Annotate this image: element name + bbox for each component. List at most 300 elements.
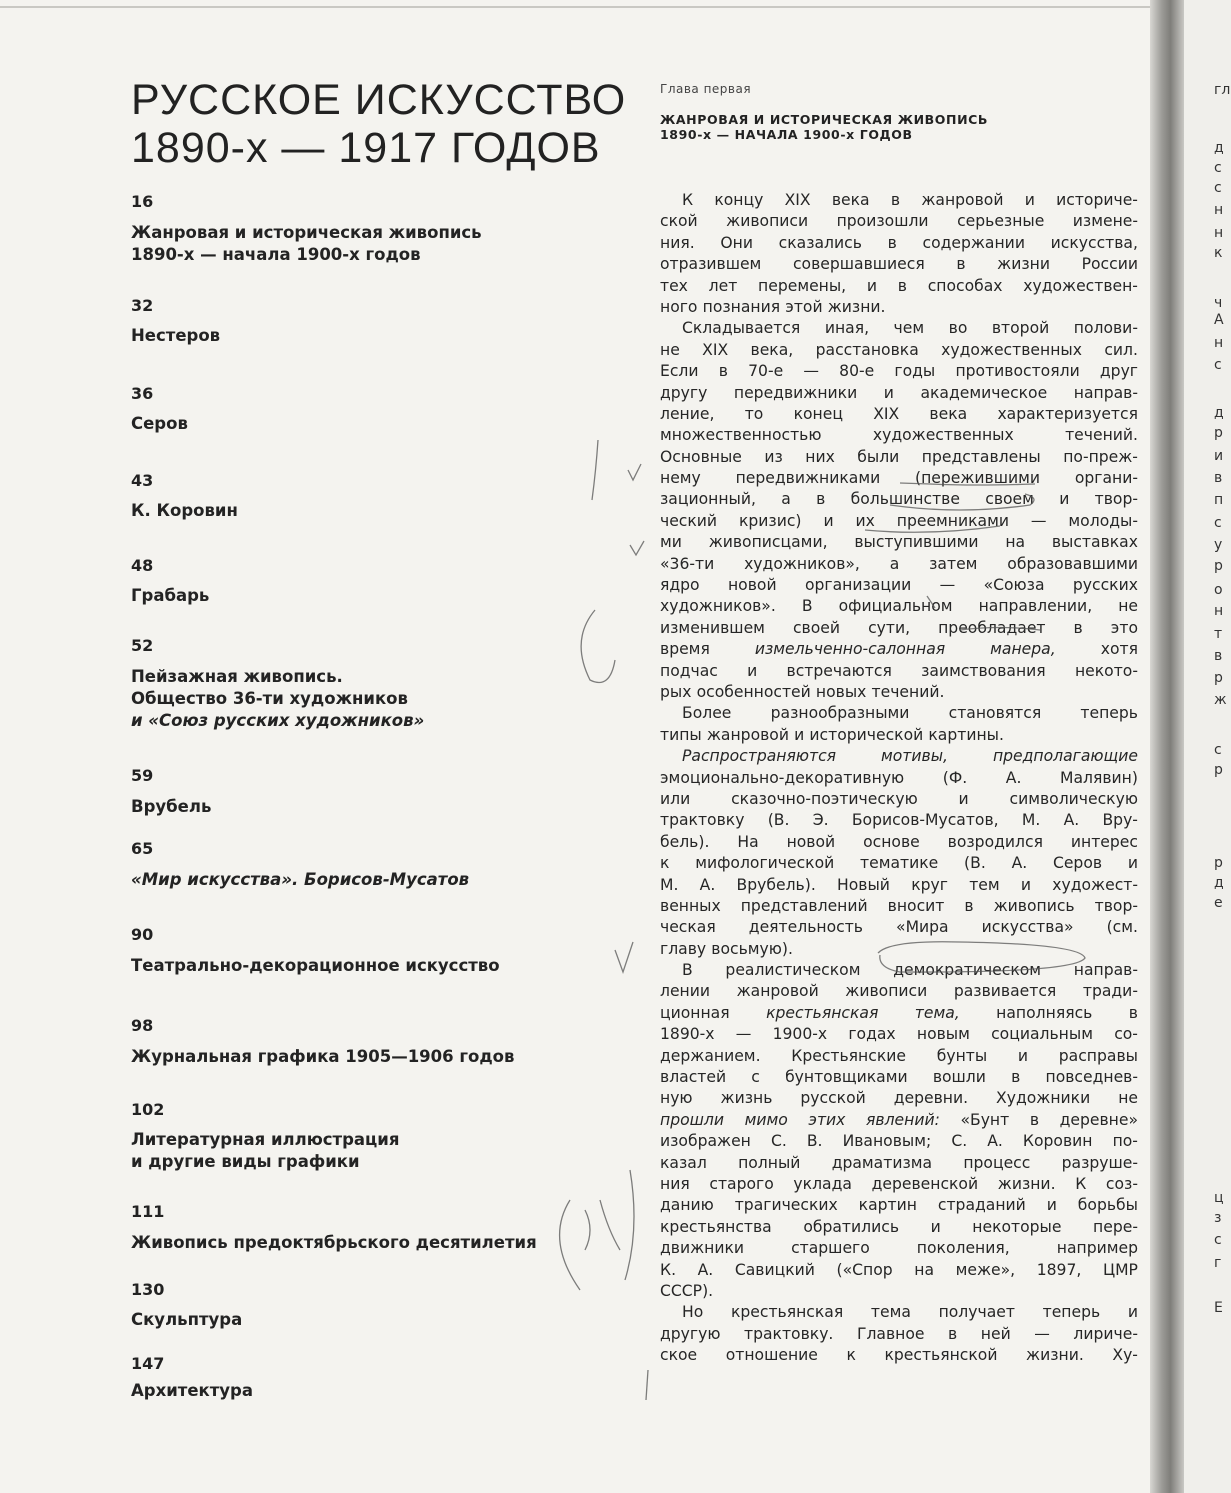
body-word: их <box>855 511 875 530</box>
body-word: становятся <box>948 704 1042 723</box>
toc-entry-title: Грабарь <box>131 586 210 605</box>
body-word: исторической <box>809 725 924 744</box>
body-word: Малявин) <box>1060 768 1138 787</box>
body-word: пере- <box>1093 1217 1138 1236</box>
body-word: XIX <box>784 191 811 209</box>
body-word: по-преж- <box>1063 447 1138 466</box>
body-word: крестьянской <box>884 1346 998 1365</box>
body-word: ми <box>660 533 682 552</box>
body-word: полови- <box>1073 319 1138 338</box>
body-word: ской <box>660 212 698 231</box>
body-word: живописи <box>726 212 809 231</box>
toc-page-number: 36 <box>131 384 154 403</box>
body-word: отразившем <box>660 255 762 274</box>
body-word: социальным <box>991 1025 1093 1044</box>
body-word: С. <box>770 1132 787 1151</box>
body-word: художников», <box>744 554 860 573</box>
body-word: круг <box>911 875 948 894</box>
body-word: твор- <box>1094 896 1138 915</box>
next-page-letter-fragment: у <box>1214 537 1223 553</box>
body-word: или <box>660 789 691 808</box>
title-line-1: РУССКОЕ ИСКУССТВО <box>131 76 627 124</box>
underline-mark <box>900 483 1035 485</box>
margin-handwriting <box>600 1200 620 1250</box>
circled-text-mark <box>890 494 1034 510</box>
next-page-letter-fragment: е <box>1214 895 1223 911</box>
body-word: — <box>735 1025 752 1044</box>
body-word: в <box>1073 618 1083 637</box>
body-word: XIX <box>873 404 900 423</box>
body-word: и <box>1024 191 1035 209</box>
body-word: и <box>823 511 834 530</box>
body-word: к <box>846 1346 856 1365</box>
body-word: реалистическом <box>725 961 861 980</box>
body-word: — <box>1030 511 1047 530</box>
margin-pencil-mark <box>625 1170 634 1280</box>
body-word: художественных <box>872 426 1014 445</box>
body-word: деревне» <box>1059 1110 1138 1129</box>
body-word: в <box>948 1324 958 1343</box>
body-word: (см. <box>1106 918 1138 937</box>
body-word: другу <box>660 383 708 402</box>
body-word: меже», <box>955 1260 1016 1279</box>
body-word: новой <box>786 832 836 851</box>
body-word: Борисов-Мусатов, <box>851 811 999 830</box>
body-word: и <box>1020 875 1032 894</box>
body-word: серьезные <box>957 212 1045 231</box>
body-word: произошли <box>836 212 929 231</box>
body-word: Основные <box>660 447 742 466</box>
body-word: изображен <box>660 1132 751 1151</box>
body-word: органи- <box>1074 469 1138 488</box>
body-word: 80-е <box>839 362 875 381</box>
body-word: возродился <box>947 832 1043 851</box>
body-word: прошли <box>660 1110 725 1129</box>
body-word: новых <box>815 682 867 701</box>
body-word: расправы <box>1058 1046 1138 1065</box>
toc-entry-title: Журнальная графика 1905—1906 годов <box>131 1047 515 1066</box>
body-word: властей <box>660 1068 727 1087</box>
next-page-letter-fragment: в <box>1214 648 1223 664</box>
next-page-letter-fragment: р <box>1214 855 1223 871</box>
next-page-letter-fragment: т <box>1214 626 1223 642</box>
body-word: из <box>764 447 783 466</box>
body-word: противостояли <box>955 362 1080 381</box>
body-word: к <box>660 854 670 873</box>
body-word: конец <box>793 404 843 423</box>
toc-entry-title-line: Пейзажная живопись. <box>131 667 343 686</box>
body-word: 70-е <box>748 362 784 381</box>
body-word: представлены <box>921 447 1041 466</box>
body-word: тематике <box>860 854 939 873</box>
body-word: К. <box>660 1260 677 1279</box>
body-word: ление, <box>660 404 715 423</box>
toc-page-number: 43 <box>131 471 154 490</box>
body-word: течений. <box>1065 426 1138 445</box>
toc-page-number: 111 <box>131 1202 165 1221</box>
body-word: второй <box>991 319 1050 338</box>
body-word: казал <box>660 1153 707 1172</box>
body-word: драматизма <box>831 1153 933 1172</box>
body-word: в <box>897 276 907 295</box>
body-word: ЦМР <box>1102 1260 1138 1279</box>
body-word: этих <box>808 1110 846 1129</box>
body-word: — <box>803 362 819 381</box>
body-word: большинстве <box>850 490 960 509</box>
body-word: множественностью <box>660 426 822 445</box>
next-page-letter-fragment: ч <box>1214 295 1223 311</box>
margin-handwriting <box>585 1210 590 1250</box>
body-word: бунтовщиками <box>785 1068 908 1087</box>
next-page-letter-fragment: в <box>1214 470 1223 486</box>
body-word: Э. <box>812 811 829 830</box>
body-word: во <box>948 319 968 338</box>
body-word: ния. <box>660 233 695 252</box>
body-word: полный <box>738 1153 801 1172</box>
body-word: особенностей <box>696 682 811 701</box>
body-word: бель). <box>660 832 710 851</box>
body-word: Складывается <box>682 319 801 338</box>
toc-entry-title: Театрально-декорационное искусство <box>131 956 500 975</box>
body-word: и <box>958 789 969 808</box>
body-word: и <box>866 276 878 295</box>
body-word: лириче- <box>1073 1324 1138 1343</box>
next-page-letter-fragment: с <box>1214 742 1222 758</box>
body-word: XIX <box>702 340 729 359</box>
body-word: А. <box>1005 768 1022 787</box>
body-word: затем <box>929 554 978 573</box>
body-word: (пережившими <box>915 469 1041 488</box>
body-word: вошли <box>932 1068 986 1087</box>
body-word: жизни. <box>997 1174 1056 1193</box>
body-word: живопись <box>993 896 1075 915</box>
body-word: Савицкий <box>734 1260 815 1279</box>
body-word: Врубель). <box>736 875 816 894</box>
body-word: измене- <box>1072 212 1138 231</box>
body-word: и <box>930 1217 941 1236</box>
body-word: были <box>857 447 900 466</box>
body-word: своей <box>792 618 841 637</box>
margin-check-mark <box>630 541 644 555</box>
body-word: В <box>801 597 813 616</box>
next-page-letter-fragment: о <box>1214 582 1223 598</box>
toc-page-number: 59 <box>131 766 154 785</box>
body-word: ного <box>660 297 698 316</box>
body-word: крестьянская <box>766 1003 879 1022</box>
body-word: обратились <box>803 1217 900 1236</box>
body-word: в <box>1128 1003 1138 1022</box>
body-word: в <box>956 255 966 274</box>
chapter-label: Глава первая <box>660 82 752 96</box>
body-word: данию <box>660 1196 714 1215</box>
next-page-letter-fragment: з <box>1214 1210 1222 1226</box>
next-page-letter-fragment: п <box>1214 492 1224 508</box>
body-word: и <box>1017 1046 1029 1065</box>
body-word: новым <box>916 1025 970 1044</box>
body-word: наполняясь <box>996 1003 1093 1022</box>
body-word: В. <box>806 1132 823 1151</box>
body-word: некото- <box>1074 661 1138 680</box>
next-page-letter-fragment: д <box>1214 140 1224 156</box>
body-word: русских <box>1072 576 1138 595</box>
body-word: жизни. <box>827 297 886 316</box>
body-word: историче- <box>1056 191 1138 209</box>
body-word: русской <box>800 1089 866 1108</box>
next-page-letter-fragment: д <box>1214 875 1224 891</box>
body-word: в <box>887 233 897 252</box>
body-word: России <box>1081 255 1138 274</box>
body-word: («Спор <box>836 1260 893 1279</box>
body-word: предполагающие <box>992 747 1138 766</box>
body-word: крестьянства <box>660 1217 772 1236</box>
body-word: официальном <box>838 597 953 616</box>
next-page-letter-fragment: р <box>1214 558 1223 574</box>
body-word: 1890-х <box>660 1025 715 1044</box>
toc-entry-title-line: и «Союз русских художников» <box>131 711 425 730</box>
body-word: Ху- <box>1112 1346 1138 1365</box>
body-word: картин <box>858 1196 917 1215</box>
next-page-letter-fragment: р <box>1214 425 1223 441</box>
next-page-letter-fragment: А <box>1214 312 1224 328</box>
toc-page-number: 102 <box>131 1100 165 1119</box>
body-word: типы <box>660 725 702 744</box>
toc-entry-title: Литературная иллюстрация и другие виды графики <box>131 1130 400 1171</box>
body-word: — <box>1034 1324 1050 1343</box>
body-word: чем <box>893 319 925 338</box>
body-word: в <box>1011 1068 1021 1087</box>
body-word: жизнь <box>720 1089 773 1108</box>
body-word: века <box>929 404 968 423</box>
body-word: деятельность <box>748 918 863 937</box>
next-page-letter-fragment: с <box>1214 1232 1222 1248</box>
toc-entry-title: К. Коровин <box>131 501 238 520</box>
body-word: ния <box>660 1174 690 1193</box>
body-word: преемниками <box>896 511 1010 530</box>
body-word: венных <box>660 896 721 915</box>
body-word: М. <box>660 875 679 894</box>
body-word: Но <box>682 1303 704 1322</box>
body-word: ское <box>660 1346 698 1365</box>
body-word: преобладает <box>938 618 1046 637</box>
body-word: подчас <box>660 661 718 680</box>
body-word: искусства» <box>981 918 1074 937</box>
next-page-letter-fragment: с <box>1214 357 1222 373</box>
body-word: передвижниками <box>735 469 881 488</box>
body-word: манера, <box>990 640 1056 659</box>
body-word: А. <box>699 875 716 894</box>
body-word: ней <box>980 1324 1011 1343</box>
body-word: годы <box>894 362 936 381</box>
body-word: разруше- <box>1061 1153 1138 1172</box>
body-word: молоды- <box>1068 511 1138 530</box>
body-word: К <box>682 191 694 209</box>
body-word: лении <box>660 982 711 1001</box>
body-word: ческая <box>660 918 716 937</box>
body-word: разнообразными <box>770 704 910 723</box>
body-word: Более <box>682 704 732 723</box>
body-word: в <box>718 362 728 381</box>
body-word: теперь <box>1080 704 1138 723</box>
body-word: иная, <box>824 319 870 338</box>
body-word: теперь <box>1042 1303 1101 1322</box>
body-word: на <box>1005 533 1026 552</box>
body-word: течений. <box>871 682 945 701</box>
body-word: этой <box>785 297 823 316</box>
body-word: демократическом <box>893 961 1042 980</box>
body-word: жизни <box>997 255 1050 274</box>
body-word: измельченно-салонная <box>754 640 946 659</box>
body-word: ческий <box>660 511 718 530</box>
body-word: искусства, <box>1050 233 1138 252</box>
body-word: в <box>890 191 901 209</box>
toc-entry-title: Нестеров <box>131 326 221 345</box>
body-word: Серов <box>1052 854 1103 873</box>
underline-mark <box>865 526 1000 532</box>
body-word: познания <box>702 297 781 316</box>
body-word: сил. <box>1104 340 1138 359</box>
body-word: С. <box>951 1132 968 1151</box>
body-word: главу <box>660 939 707 958</box>
body-word: бунты <box>936 1046 988 1065</box>
body-word: ционная <box>660 1003 730 1022</box>
body-word: на <box>914 1260 935 1279</box>
body-word: это <box>1110 618 1138 637</box>
body-word: с <box>751 1068 760 1087</box>
body-word: поколения, <box>916 1239 1010 1258</box>
body-word: А. <box>697 1260 714 1279</box>
next-page-letter-fragment: ц <box>1214 1190 1224 1206</box>
margin-pencil-mark <box>646 1370 648 1400</box>
body-word: художест- <box>1052 875 1138 894</box>
body-word: и <box>883 383 894 402</box>
body-word: В <box>682 961 693 980</box>
body-word: развивается <box>953 982 1057 1001</box>
toc-entry-title: Архитектура <box>131 1381 254 1400</box>
body-word: перемены, <box>758 276 847 295</box>
chapter-heading: ЖАНРОВАЯ И ИСТОРИЧЕСКАЯ ЖИВОПИСЬ 1890-х — НАЧАЛА 1900-х ГОДОВ <box>660 112 989 142</box>
margin-pencil-mark <box>927 596 935 608</box>
body-word: вносит <box>887 896 945 915</box>
body-word: тема, <box>914 1003 960 1022</box>
body-word: по- <box>1112 1132 1138 1151</box>
body-word: Коровин <box>1022 1132 1093 1151</box>
body-word: то <box>744 404 764 423</box>
body-word: жанровой <box>706 725 789 744</box>
toc-entry-title: Скульптура <box>131 1310 243 1329</box>
body-word: характеризуется <box>997 404 1138 423</box>
body-word: годах <box>848 1025 896 1044</box>
body-word: направ- <box>1073 961 1138 980</box>
body-word: повседнев- <box>1045 1068 1138 1087</box>
toc-entry-title: Серов <box>131 414 188 433</box>
body-word: сказались <box>778 233 862 252</box>
body-word: Распространяются <box>682 747 837 766</box>
body-word: (Ф. <box>942 768 968 787</box>
margin-pencil-mark <box>581 610 615 683</box>
next-page-letter-fragment: н <box>1214 202 1224 218</box>
body-word: не <box>1118 597 1138 616</box>
body-word: процесс <box>963 1153 1031 1172</box>
body-word: содержании <box>922 233 1025 252</box>
body-word: сути, <box>868 618 911 637</box>
next-page-letter-fragment: к <box>1214 245 1223 261</box>
body-word: своем <box>985 490 1034 509</box>
body-word: На <box>737 832 759 851</box>
body-word: (В. <box>767 811 790 830</box>
body-word: жанровой <box>736 982 819 1001</box>
next-page-letter-fragment: гл <box>1214 82 1231 98</box>
body-word: друг <box>1099 362 1138 381</box>
body-word: не <box>660 340 680 359</box>
body-word: страданий <box>937 1196 1026 1215</box>
body-word: новой <box>727 576 777 595</box>
toc-page-number: 48 <box>131 556 154 575</box>
toc-page-number: 98 <box>131 1016 154 1035</box>
body-word: Если <box>660 362 699 381</box>
body-word: А. <box>987 1132 1003 1151</box>
circled-text-mark <box>878 942 1085 972</box>
body-word: «36-ти <box>660 554 715 573</box>
body-word: живописцами, <box>708 533 828 552</box>
next-page-letter-fragment: Е <box>1214 1300 1223 1316</box>
body-word: старого <box>709 1174 774 1193</box>
next-page-letter-fragment: с <box>1214 180 1222 196</box>
body-word: и <box>794 725 805 744</box>
body-word: «Бунт <box>960 1110 1010 1129</box>
body-word: крестьянская <box>730 1303 844 1322</box>
body-word: трактовку <box>660 811 745 830</box>
body-word: в <box>816 490 826 509</box>
body-word: нему <box>660 469 701 488</box>
body-word: Художники <box>996 1089 1091 1108</box>
body-word: передвижники <box>733 383 858 402</box>
body-word: совершавшиеся <box>792 255 925 274</box>
body-word: К <box>1075 1174 1087 1193</box>
toc-page-number: 52 <box>131 636 154 655</box>
margin-check-mark <box>628 464 641 480</box>
body-word: а <box>889 554 900 573</box>
toc-entry-title-line: Общество 36-ти художников <box>131 689 408 708</box>
body-word: получает <box>938 1303 1015 1322</box>
toc-page-number: 130 <box>131 1280 165 1299</box>
body-word: ную <box>660 1089 693 1108</box>
next-page-letter-fragment: с <box>1214 160 1222 176</box>
body-word: М. <box>1021 811 1041 830</box>
body-word: Главное <box>856 1324 925 1343</box>
body-word: и <box>1059 490 1070 509</box>
next-page-letter-fragment: н <box>1214 603 1224 619</box>
body-word: другую <box>660 1324 721 1343</box>
toc-page-number: 32 <box>131 296 154 315</box>
body-word: уклада <box>793 1174 852 1193</box>
body-word: хотя <box>1100 640 1138 659</box>
body-word: «Мира <box>896 918 949 937</box>
body-word: живописи <box>845 982 928 1001</box>
body-word: Они <box>720 233 753 252</box>
body-word: зационный, <box>660 490 756 509</box>
body-word: мифологической <box>695 854 835 873</box>
body-word: кризис) <box>738 511 802 530</box>
body-word: со- <box>1114 1025 1138 1044</box>
body-word: изменившем <box>660 618 765 637</box>
body-word: выставках <box>1051 533 1138 552</box>
body-word: организации <box>804 576 912 595</box>
body-word: мотивы, <box>881 747 948 766</box>
toc-entry-title: Живопись предоктябрьского десятилетия <box>131 1233 537 1252</box>
body-word: СССР). <box>660 1281 714 1300</box>
body-word: направлении, <box>978 597 1093 616</box>
body-word: движники <box>660 1239 745 1258</box>
